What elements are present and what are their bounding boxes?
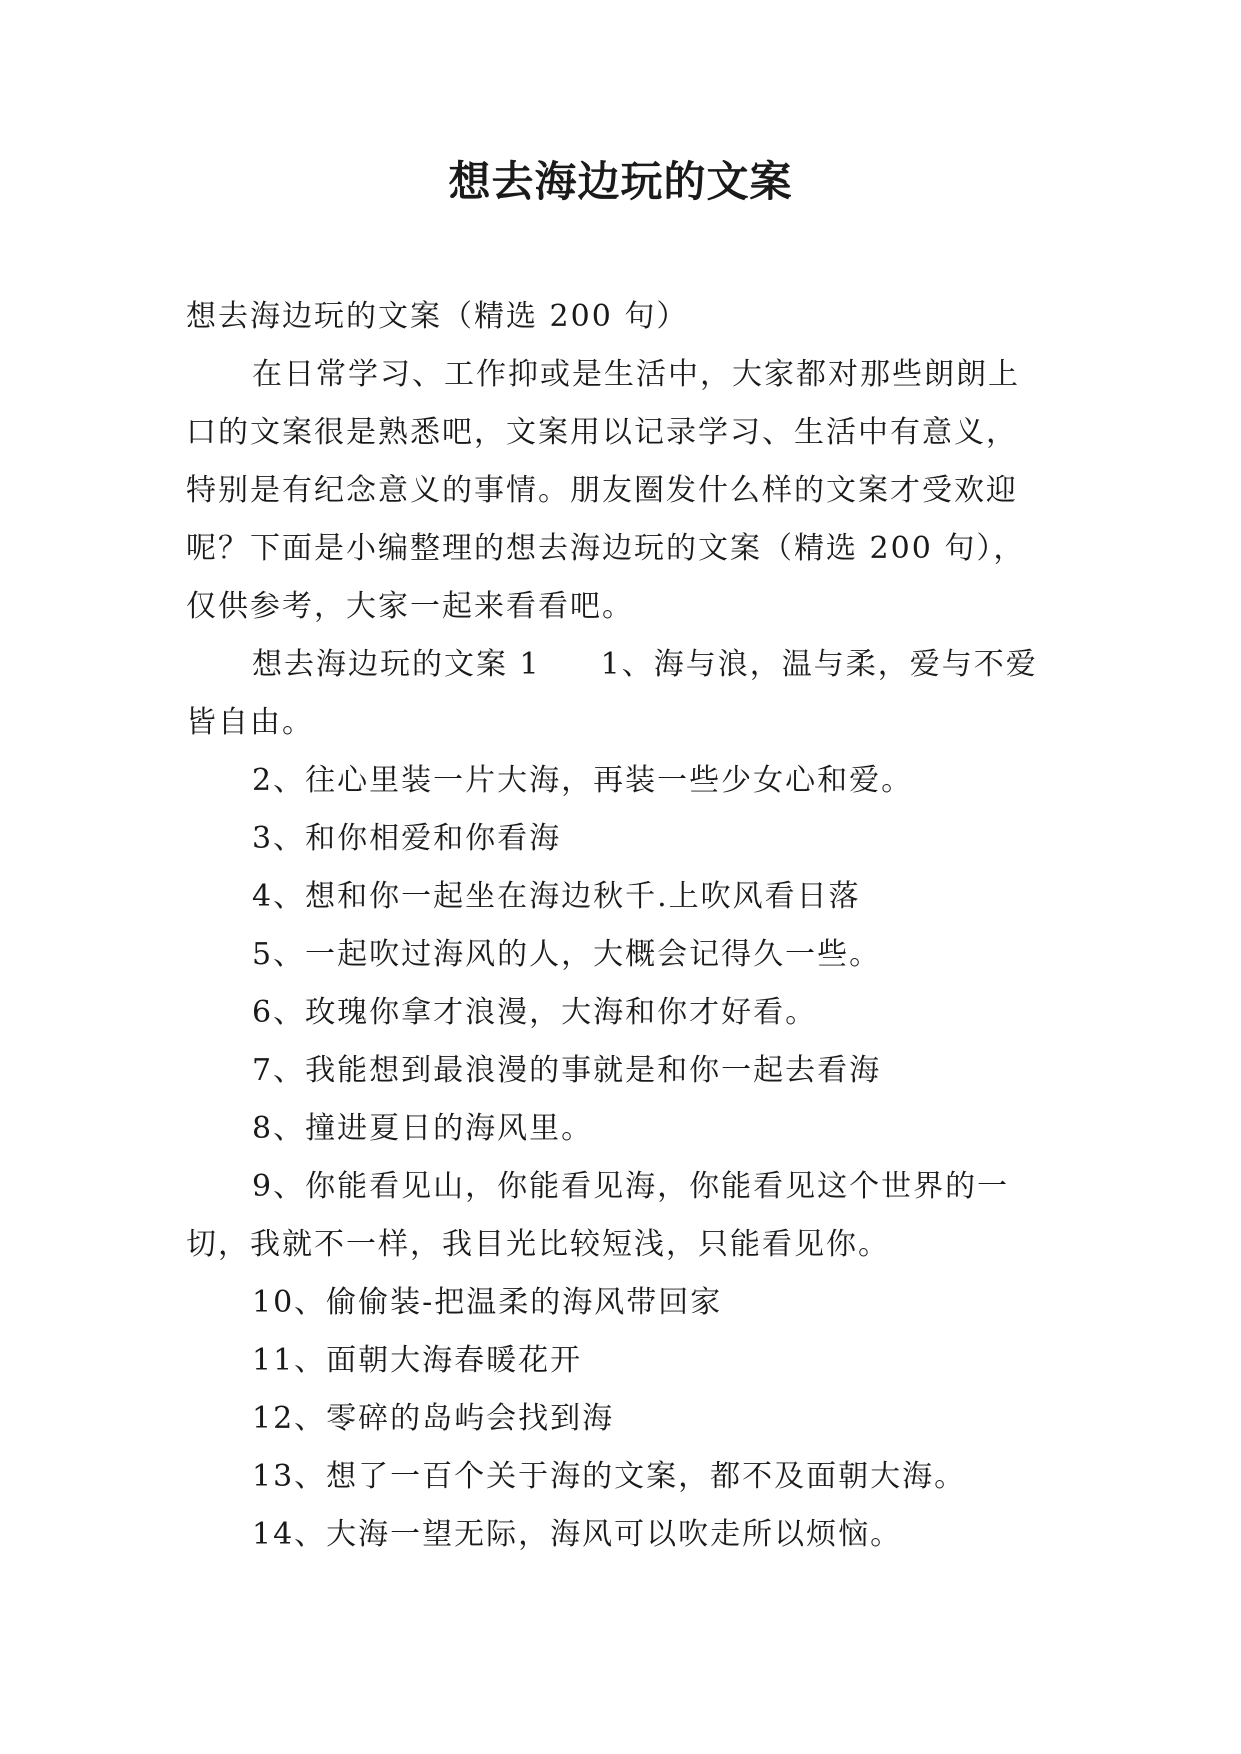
intro-line: 口的文案很是熟悉吧，文案用以记录学习、生活中有意义， bbox=[186, 415, 1018, 450]
section-heading: 想去海边玩的文案 1 bbox=[252, 647, 541, 682]
intro-line: 呢？下面是小编整理的想去海边玩的文案（精选 200 句）， bbox=[186, 531, 1026, 566]
list-item: 4、想和你一起坐在海边秋千.上吹风看日落 bbox=[252, 879, 861, 914]
list-item: 13、想了一百个关于海的文案，都不及面朝大海。 bbox=[252, 1459, 967, 1494]
list-item-continuation: 皆自由。 bbox=[186, 705, 314, 740]
list-item: 3、和你相爱和你看海 bbox=[252, 821, 562, 856]
list-item: 6、玫瑰你拿才浪漫，大海和你才好看。 bbox=[252, 995, 818, 1030]
list-item: 10、偷偷装-把温柔的海风带回家 bbox=[252, 1285, 723, 1320]
list-item: 14、大海一望无际，海风可以吹走所以烦恼。 bbox=[252, 1517, 903, 1552]
subtitle-line: 想去海边玩的文案（精选 200 句） bbox=[186, 299, 689, 334]
list-item: 1、海与浪，温与柔，爱与不爱 bbox=[600, 647, 1038, 682]
list-item: 2、往心里装一片大海，再装一些少女心和爱。 bbox=[252, 763, 914, 798]
intro-line: 特别是有纪念意义的事情。朋友圈发什么样的文案才受欢迎 bbox=[186, 473, 1018, 508]
intro-line: 在日常学习、工作抑或是生活中，大家都对那些朗朗上 bbox=[252, 357, 1020, 392]
document-body bbox=[186, 288, 1056, 1564]
document-title: 想去海边玩的文案 bbox=[448, 157, 793, 206]
list-item: 12、零碎的岛屿会找到海 bbox=[252, 1401, 615, 1436]
list-item: 8、撞进夏日的海风里。 bbox=[252, 1111, 594, 1146]
list-item: 9、你能看见山，你能看见海，你能看见这个世界的一 bbox=[252, 1169, 1010, 1204]
list-item: 5、一起吹过海风的人，大概会记得久一些。 bbox=[252, 937, 882, 972]
list-item: 11、面朝大海春暖花开 bbox=[252, 1343, 583, 1378]
intro-line: 仅供参考，大家一起来看看吧。 bbox=[186, 589, 634, 624]
section-first-line bbox=[186, 636, 1056, 694]
list-item: 7、我能想到最浪漫的事就是和你一起去看海 bbox=[252, 1053, 882, 1088]
list-item-continuation: 切，我就不一样，我目光比较短浅，只能看见你。 bbox=[186, 1227, 890, 1262]
